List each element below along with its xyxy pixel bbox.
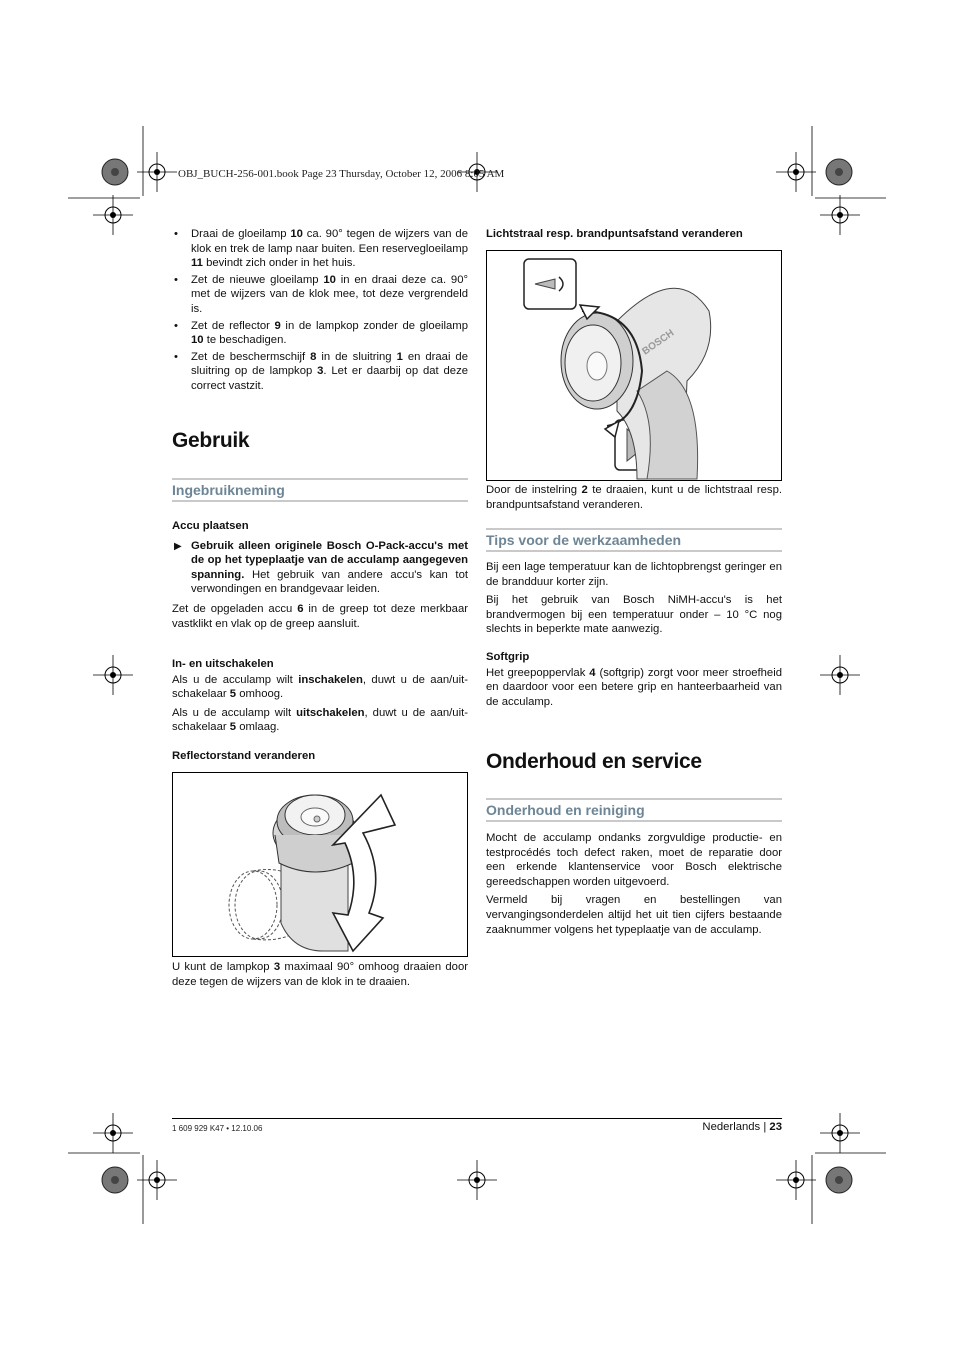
section-title-onderhoud: Onderhoud en service bbox=[486, 750, 702, 773]
bullet-item: • Zet de reflector 9 in de lampkop zonder de gloeilamp 10 te beschadigen. bbox=[174, 319, 468, 347]
heading-lichtstraal: Lichtstraal resp. brandpuntsafstand veranderen bbox=[486, 228, 743, 240]
footer-rule bbox=[172, 1118, 782, 1119]
heading-accu-plaatsen: Accu plaatsen bbox=[172, 520, 249, 532]
document-code: 1 609 929 K47 • 12.10.06 bbox=[172, 1124, 263, 1133]
flashlight-illustration bbox=[487, 251, 781, 480]
heading-reflectorstand: Reflectorstand veranderen bbox=[172, 750, 316, 762]
subsection-title-ingebruikneming: Ingebruikneming bbox=[172, 478, 468, 502]
book-header: OBJ_BUCH-256-001.book Page 23 Thursday, October 12, 2006 8:05 AM bbox=[178, 168, 505, 180]
section-title-gebruik: Gebruik bbox=[172, 429, 250, 452]
lamp-head-illustration bbox=[173, 773, 467, 956]
figure-reflector bbox=[172, 772, 468, 957]
brand-logo: BOSCH bbox=[640, 327, 677, 358]
bullet-list bbox=[172, 227, 468, 396]
footer-language: Nederlands bbox=[702, 1121, 761, 1133]
uitschakelen-text: Als u de acculamp wilt uitschakelen, duwt u de aan/uit-schakelaar 5 omlaag. bbox=[172, 706, 468, 734]
bullet-item: • Draai de gloeilamp 10 ca. 90° tegen de wijzers van de klok en trek de lamp naar buiten. Een reservegloeilamp 11 bevindt zich onder in het huis. bbox=[174, 228, 468, 270]
heading-in-uitschakelen: In- en uitschakelen bbox=[172, 658, 274, 670]
page-footer: Nederlands | 23 bbox=[702, 1121, 782, 1133]
reiniging-paragraph-1: Mocht de acculamp ondanks zorgvuldige productie- en testprocédés toch defect raken, moet de reparatie door een erkende klantenservice voor Bosch elektrische gereedschappen worden uitgevoerd. bbox=[486, 832, 782, 888]
subsection-title-reiniging: Onderhoud en reiniging bbox=[486, 798, 782, 822]
warning-item: ▶ Gebruik alleen originele Bosch O-Pack-accu's met de op het typeplaatje van de acculamp aangegeven spanning. Het gebruik van andere accu's kan tot verwondingen en brandgevaar leiden. bbox=[174, 539, 468, 596]
tips-paragraph-2: Bij het gebruik van Bosch NiMH-accu's is het brandvermogen bij een temperatuur onder – 10 °C nog slechts in beperkte mate aanwezig. bbox=[486, 594, 782, 636]
softgrip-text: Het greepoppervlak 4 (softgrip) zorgt voor meer stroefheid en daardoor voor een betere grip en hanteerbaarheid van de acculamp. bbox=[486, 666, 783, 708]
tips-paragraph-1: Bij een lage temperatuur kan de lichtopbrengst geringer en de brandduur korter zijn. bbox=[486, 561, 782, 588]
inschakelen-text: Als u de acculamp wilt inschakelen, duwt u de aan/uit-schakelaar 5 omhoog. bbox=[172, 673, 468, 701]
page-number: 23 bbox=[769, 1121, 782, 1133]
heading-softgrip: Softgrip bbox=[486, 651, 530, 663]
accu-text: Zet de opgeladen accu 6 in de greep tot deze merkbaar vastklikt en vlak op de greep aansluit. bbox=[172, 602, 468, 630]
bullet-item: • Zet de nieuwe gloeilamp 10 in en draai deze ca. 90° met de wijzers van de klok mee, tot deze vergrendeld is. bbox=[174, 273, 468, 315]
subsection-title-tips: Tips voor de werkzaamheden bbox=[486, 528, 782, 552]
reflector-caption: U kunt de lampkop 3 maximaal 90° omhoog draaien door deze tegen de wijzers van de klok in te draaien. bbox=[172, 961, 468, 988]
reiniging-paragraph-2: Vermeld bij vragen en bestellingen van vervangingsonderdelen altijd het uit tien cijfers bestaande zaaknummer volgens het typeplaatje van de acculamp. bbox=[486, 894, 782, 936]
lichtstraal-caption: Door de instelring 2 te draaien, kunt u de lichtstraal resp. brandpuntsafstand veranderen. bbox=[486, 484, 782, 511]
bullet-item: • Zet de beschermschijf 8 in de sluitring 1 en draai de sluitring op de lampkop 3. Let er daarbij op dat deze correct vastzit. bbox=[174, 350, 468, 392]
figure-lichtstraal bbox=[486, 250, 782, 481]
triangle-bullet-icon: ▶ bbox=[174, 540, 182, 552]
